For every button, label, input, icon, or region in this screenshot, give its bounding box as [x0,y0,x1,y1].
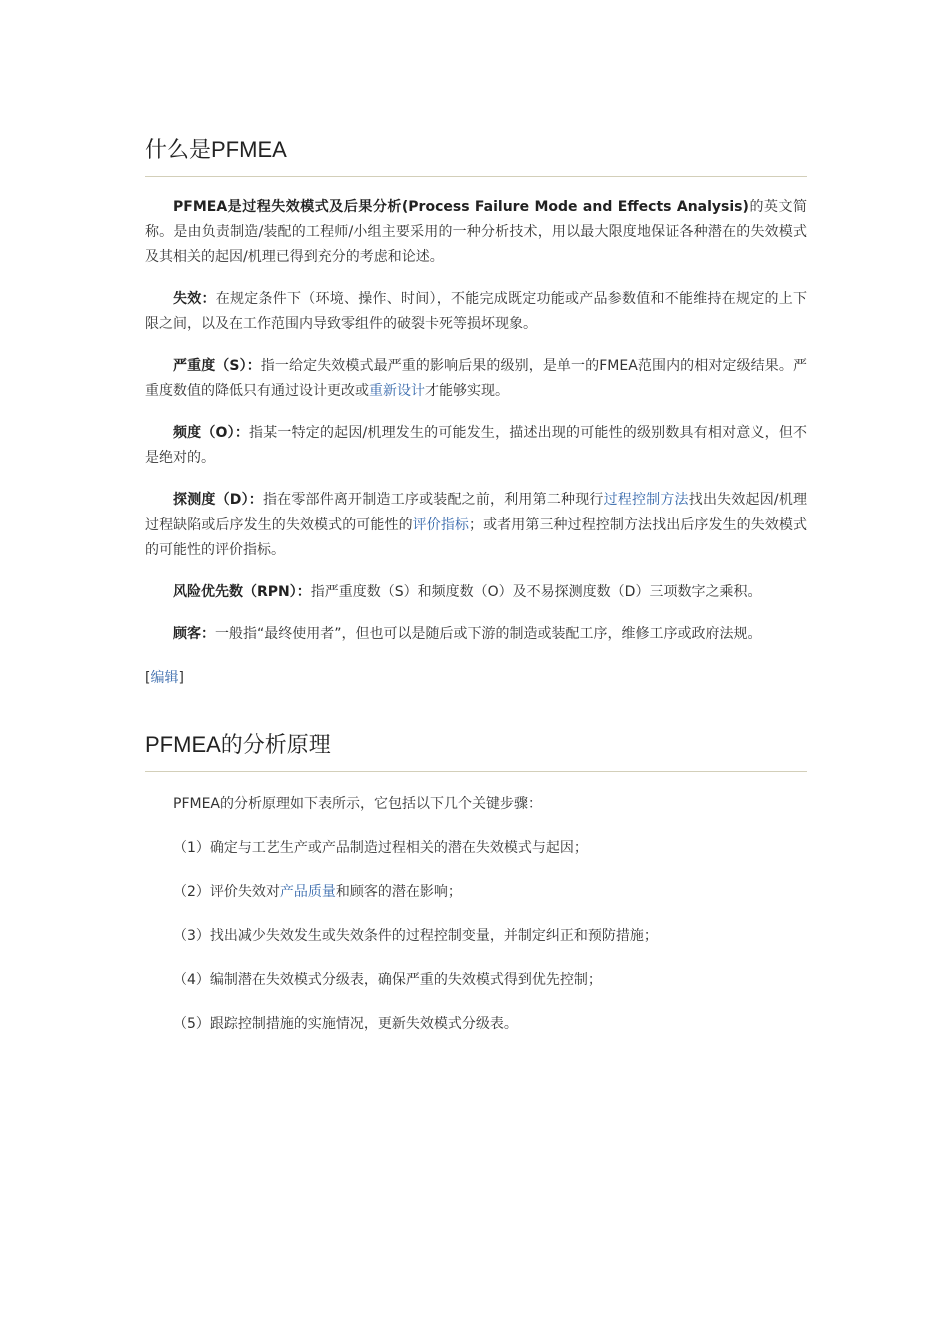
step-1: （1）确定与工艺生产或产品制造过程相关的潜在失效模式与起因； [173,840,588,856]
paragraph-customer [145,622,807,647]
severity-text-end: 才能够实现。 [425,383,509,399]
paragraph-detection [145,488,807,563]
customer-text: 一般指“最终使用者”，但也可以是随后或下游的制造或装配工序，维修工序或政府法规。 [215,626,762,642]
section-what-is-pfmea [145,195,807,691]
step-4: （4）编制潜在失效模式分级表，确保严重的失效模式得到优先控制； [173,972,602,988]
term-severity: 严重度（S）： [173,358,261,374]
edit-section [145,666,807,691]
occurrence-text: 指某一特定的起因/机理发生的可能发生，描述出现的可能性的级别数具有相对意义，但不是绝对的。 [145,425,808,466]
link-process-control-method[interactable]: 过程控制方法 [603,492,689,508]
term-customer: 顾客： [173,626,215,642]
step-2-text: （2）评价失效对 [173,884,280,900]
term-failure: 失效： [173,291,216,307]
link-evaluation-index[interactable]: 评价指标 [412,517,470,533]
severity-text: 指一给定失效模式最严重的影响后果的级别，是单一的FMEA范围内的相对定级结果。严重度数值的降低只有通过设计更改或 [145,358,807,399]
section-title-what-is-pfmea: 什么是PFMEA [145,136,807,177]
edit-bracket-close: ] [178,670,184,686]
term-occurrence: 频度（O）： [173,425,250,441]
paragraph-failure [145,287,807,337]
term-rpn: 风险优先数（RPN）： [173,584,311,600]
article [145,0,807,1037]
detection-text-1: 指在零部件离开制造工序或装配之前，利用第二种现行 [262,492,604,508]
section-title-analysis-principle: PFMEA的分析原理 [145,731,807,772]
link-redesign[interactable]: 重新设计 [369,383,425,399]
step-3: （3）找出减少失效发生或失效条件的过程控制变量，并制定纠正和预防措施； [173,928,658,944]
paragraph-severity [145,354,807,404]
term-pfmea: PFMEA是过程失效模式及后果分析(Process Failure Mode and Effects Analysis) [173,199,749,215]
definition-text: 的英文简称。是由负责制造/装配的工程师/小组主要采用的一种分析技术，用以最大限度地保证各种潜在的失效模式及其相关的起因/机理已得到充分的考虑和论述。 [145,199,807,265]
section-analysis-principle [145,792,807,1037]
detection-text-2: 找出失效起因/机理过程缺陷或后序发生的失效模式的可能性的 [145,492,808,533]
link-product-quality[interactable]: 产品质量 [279,884,336,900]
paragraph-pfmea-definition [145,195,807,270]
step-2 [145,880,807,905]
step-2-text-end: 和顾客的潜在影响； [335,884,462,900]
paragraph-occurrence [145,421,807,471]
step-5: （5）跟踪控制措施的实施情况，更新失效模式分级表。 [173,1016,518,1032]
rpn-text: 指严重度数（S）和频度数（O）及不易探测度数（D）三项数字之乘积。 [310,584,762,600]
failure-text: 在规定条件下（环境、操作、时间），不能完成既定功能或产品参数值和不能维持在规定的上下限之间，以及在工作范围内导致零组件的破裂卡死等损坏现象。 [145,291,807,332]
edit-bracket-open: [ [145,670,151,686]
term-detection: 探测度（D）： [173,492,263,508]
paragraph-rpn [145,580,807,605]
edit-link[interactable]: 编辑 [150,670,179,686]
detection-text-3: ；或者用第三种过程控制方法找出后序发生的失效模式的可能性的评价指标。 [145,517,808,558]
paragraph-principle-intro: PFMEA的分析原理如下表所示，它包括以下几个关键步骤： [173,796,542,812]
